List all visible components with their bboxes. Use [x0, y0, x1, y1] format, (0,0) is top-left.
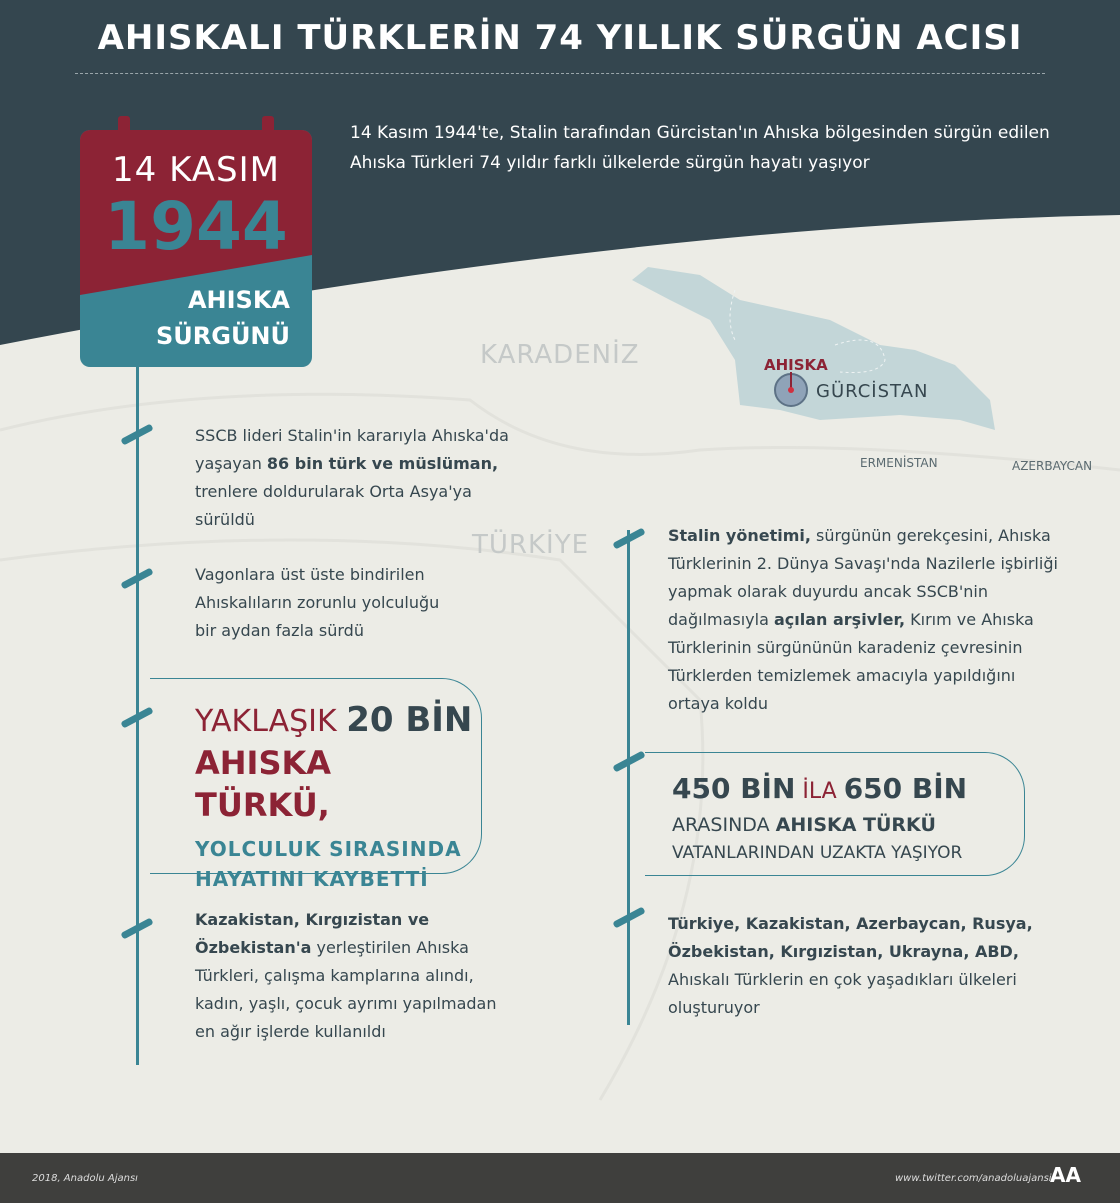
map-label-azerbaijan: AZERBAYCAN — [1012, 459, 1093, 473]
fact-countries: Türkiye, Kazakistan, Azerbaycan, Rusya, Özbekistan, Kırgızistan, Ukrayna, ABD, Ahıskalı Türklerin en çok yaşadıkları ülkeleri oluşturuyor — [668, 914, 1033, 1017]
page-title: AHISKALI TÜRKLERİN 74 YILLIK SÜRGÜN ACISI — [97, 18, 1023, 58]
georgia-shape — [632, 267, 995, 430]
divider — [75, 73, 1045, 74]
stat-population: 450 BİN İLA 650 BİN ARASINDA AHISKA TÜRKÜ VATANLARINDAN UZAKTA YAŞIYOR — [672, 772, 968, 863]
map-label-sea: KARADENİZ — [480, 340, 640, 370]
map-label-ahiska: AHISKA — [764, 356, 828, 374]
stat-deaths: YAKLAŞIK 20 BİN AHISKA TÜRKÜ, YOLCULUK SIRASINDA HAYATINI KAYBETTİ — [195, 700, 473, 891]
twitter-link[interactable]: www.twitter.com/anadoluajansi — [895, 1173, 1052, 1184]
aa-logo-icon: AA — [1050, 1163, 1081, 1187]
calendar-year: 1944 — [104, 188, 288, 265]
map-label-georgia: GÜRCİSTAN — [816, 381, 929, 402]
fact-deportation: SSCB lideri Stalin'in kararıyla Ahıska'da yaşayan 86 bin türk ve müslüman, trenlere doldurularak Orta Asya'ya sürüldü — [195, 426, 509, 529]
timeline-right — [627, 530, 630, 1025]
footer — [0, 1153, 1120, 1203]
calendar-caption: AHISKA SÜRGÜNÜ — [155, 286, 290, 350]
map-label-armenia: ERMENİSTAN — [860, 456, 938, 470]
fact-wagons: Vagonlara üst üste bindirilen Ahıskalıların zorunlu yolculuğu bir aydan fazla sürdü — [195, 565, 440, 640]
copyright: 2018, Anadolu Ajansı — [32, 1173, 138, 1184]
intro-text: 14 Kasım 1944'te, Stalin tarafından Gürcistan'ın Ahıska bölgesinden sürgün edilen Ahıska Türkleri 74 yıldır farklı ülkelerde sürgün hayatı yaşıyor — [350, 123, 1050, 173]
fact-archives: Stalin yönetimi, sürgünün gerekçesini, Ahıska Türklerinin 2. Dünya Savaşı'nda Nazilerle işbirliği yapmak olarak duyurdu ancak SSCB'nin dağılmasıyla açılan arşivler, Kırım ve Ahıska Türklerinin sürgününün karadeniz çevresinin Türklerden temizlemek amacıyla yapıldığını ortaya koldu — [668, 526, 1058, 713]
fact-camps: Kazakistan, Kırgızistan ve Özbekistan'a yerleştirilen Ahıska Türkleri, çalışma kamplarına alındı, kadın, yaşlı, çocuk ayrımı yapılmadan en ağır işlerde kullanıldı — [195, 910, 497, 1041]
calendar-date: 14 KASIM — [112, 150, 280, 190]
map-label-turkey: TÜRKİYE — [472, 530, 590, 560]
